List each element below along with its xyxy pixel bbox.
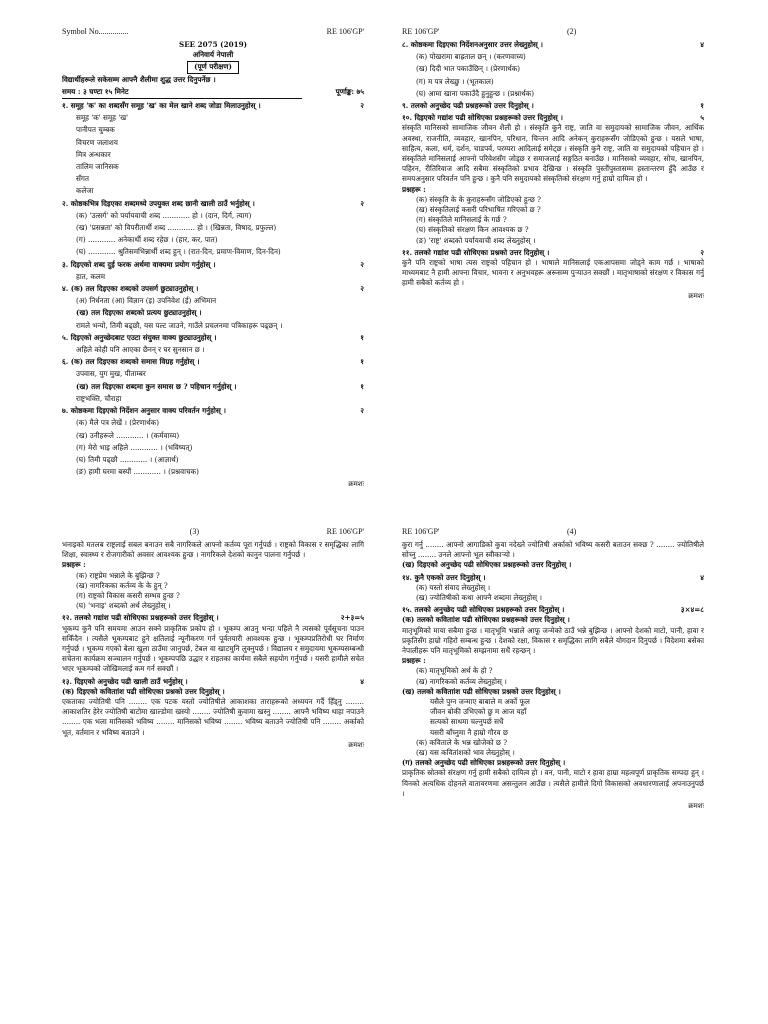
poem-line: यसरी बाँच्नुमा नै हाम्रो गौरव छ [430, 727, 508, 737]
question-line [62, 260, 364, 270]
question-text: १२. तलको गद्यांश पढी सोधिएका प्रश्नहरूको उत्तर दिनुहोस् । [62, 613, 219, 623]
poem [402, 697, 704, 738]
sub-question: (ख) यस कवितांशको भाव लेख्नुहोस् । [416, 748, 515, 758]
question-text: (घ) आमा खाना पकाउँदै हुनुहुन्छ । (प्रश्नार्थक) [416, 88, 535, 98]
question-text: ८. कोष्ठकमा दिइएका निर्देशनअनुसार उत्तर लेख्नुहोस् । [402, 40, 544, 49]
questions-heading: प्रश्नहरू : [402, 656, 426, 666]
question-text: (क) 'उत्सर्ग' को पर्यायवाची शब्द ............ हो । (दान, दिर्ग, त्याग) [76, 210, 252, 220]
sub-question: (घ) 'भनाइ' शब्दको अर्थ लेख्नुहोस् । [76, 601, 171, 611]
passage: संस्कृति मानिसको सामाजिक जीवन शैली हो । संस्कृति कुनै राष्ट्र, जाति वा समुदायको सामाजिक जीवन, आर्थिक अवस्था, राजनीति, व्यवहार, खानपिन, परिधान, चिन्तन आदि अनेकन् कुराहरूसँग जोडिएको हुन्छ । यसले भाषा, साहित्य, कला, धर्म, दर्शन, चाडपर्व, परम्परा आदिलाई समेट्छ । संस्कृति कुनै राष्ट्र, जाति वा समुदायको पहिचान हो । संस्कृतिले मानिसलाई आफ्नो परिवेशसँग जोड्छ र समाजलाई सङ्गठित बनाउँछ । मानिसको व्यवहार, सोच, खानपिन, पहिरन, रीतिरिवाज आदि सबैमा संस्कृतिको प्रभाव देखिन्छ । संस्कृति पुस्तौंपुस्तासम्म हस्तान्तरण हुँदै आउँछ र समयअनुसार परिवर्तन पनि हुन्छ । कुनै पनि समुदायको संस्कृतिको संरक्षण गर्नु हाम्रो दायित्व हो । [402, 123, 704, 184]
question-line [62, 467, 364, 477]
questions-heading: प्रश्नहरू : [62, 560, 86, 570]
question [62, 613, 364, 623]
question-text: अहिले कोही पनि आएका छैनन् र घर सुनसान छ । [76, 345, 205, 355]
page-number: (3) [189, 527, 199, 536]
sub-question: (क) तलको कविताांश पढी सोधिएका प्रश्नहरूको उत्तर दिनुहोस् । [402, 615, 570, 625]
exam-group: (पूर्ण परीक्षण) [187, 61, 239, 73]
question-marks: २ [360, 406, 364, 416]
passage: भनाइको मतलब राष्ट्रलाई सबल बनाउन सबै नागरिकले आफ्नो कर्तव्य पूरा गर्नुपर्छ । राष्ट्रको विकास र समृद्धिका लागि शिक्षा, स्वास्थ्य र रोजगारीको अवसर आवश्यक हुन्छ । नागरिकले देशको कानुन पालना गर्नुपर्छ । [62, 540, 364, 560]
question-line [62, 138, 364, 148]
question-text: (ङ) हामी घरमा बस्यौं ............ । (प्रश्नवाचक) [76, 467, 199, 477]
sub-question-list [402, 738, 704, 758]
question-marks [340, 443, 364, 453]
page-header [402, 26, 704, 38]
question-text: (ख) 'प्रसन्नता' को विपरीतार्थी शब्द ............ हो । (खिन्नता, विषाद, प्रफुल्ल) [76, 223, 277, 233]
question-text: (ख) उनीहरूले ............ । (कर्मवाच्य) [76, 430, 180, 440]
question-marks [340, 308, 364, 318]
question [402, 248, 704, 258]
continued-label: क्रमशः [688, 802, 704, 811]
question-marks [340, 272, 364, 282]
page-3 [62, 526, 364, 1016]
question-marks: २ [360, 284, 364, 294]
question-text: ५. दिइएको अनुच्छेदबाट एउटा संयुक्त वाक्य छुट्याउनुहोस् । [62, 332, 217, 342]
question-marks [680, 52, 704, 62]
question-text: हात, कलम [76, 271, 106, 281]
question-line [402, 52, 704, 62]
passage: मातृभूमिको माया सबैमा हुन्छ । मातृभूमि भन्नाले आफू जन्मेको ठाउँ भन्ने बुझिन्छ । आफ्नो देशको माटो, पानी, हावा र प्रकृतिसँग हाम्रो गहिरो सम्बन्ध हुन्छ । देशको रक्षा, विकास र समृद्धिका लागि सबैले योगदान दिनुपर्छ । विदेशमा बसेका नेपालीहरू पनि मातृभूमिको सम्झनामा सधैं रहन्छन् । [402, 625, 704, 656]
question-marks: ४ [360, 676, 364, 686]
divider [62, 98, 302, 99]
question-line [62, 369, 364, 379]
page-number: (4) [567, 527, 577, 536]
question-marks: १ [360, 381, 364, 391]
page-1 [62, 26, 364, 492]
exam-code: RE 106'GP' [326, 27, 364, 36]
question-marks: ३×४=८ [680, 605, 704, 615]
question-text: ७. कोष्ठकमा दिइएको निर्देशन अनुसार वाक्य परिवर्तन गर्नुहोस् । [62, 406, 226, 416]
question-text: सँगत [76, 174, 90, 184]
sub-question: (घ) संस्कृतिको संरक्षण किन आवश्यक छ ? [416, 225, 529, 235]
question-text: समूह 'क' समूह 'ख' [76, 113, 129, 123]
question-line [62, 199, 364, 209]
question-marks: १ [360, 332, 364, 342]
question-marks [340, 394, 364, 404]
question-text: (क) पोखरामा बाह्रताल छन् । (करणवाच्य) [416, 52, 526, 62]
sub-question: (ग) संस्कृतिले मानिसलाई के गर्छ ? [416, 215, 507, 225]
question-marks [680, 77, 704, 87]
page-2 [402, 26, 704, 492]
option: (क) यस्तो संवाद लेख्नुहोस् । [416, 582, 491, 592]
question-text: १. समूह 'क' का शब्दसँग समूह 'ख' का मेल खाने शब्द जोडा मिलाउनुहोस् । [62, 101, 261, 111]
sub-question: (क) मातृभूमिको अर्थ के हो ? [416, 666, 493, 676]
question-line [62, 223, 364, 233]
sub-question: (क) कविताले के भन्न खोजेको छ ? [416, 737, 508, 747]
question-marks [340, 321, 364, 331]
page-4 [402, 526, 704, 1016]
question-text: (ग) मेरो भाइ अहिले ............ । (भविष्यत्) [76, 442, 193, 452]
question-list [402, 40, 704, 123]
question-line [62, 382, 364, 392]
question-marks [340, 162, 364, 172]
question-marks: २+३=५ [340, 613, 364, 623]
question-marks [340, 467, 364, 477]
sub-question: (ख) तलको कविताांश पढी सोधिएका प्रश्नको उत्तर दिनुहोस् । [402, 686, 561, 696]
sub-question-list [62, 571, 364, 612]
question-text: (क) मैले पत्र लेखें । (प्रेरणार्थक) [76, 418, 160, 428]
question-line [402, 101, 704, 111]
question-marks [680, 89, 704, 99]
question-marks: ४ [700, 572, 704, 582]
sub-question: (क) राष्ट्रप्रेम भन्नाले के बुझिन्छ ? [76, 570, 160, 580]
question-line [402, 64, 704, 74]
page-header [62, 26, 364, 38]
passage: कुरा गर्नु ........ आफ्नो आगाडिको कुवा नदेख्ने ज्योतिषी अर्काको भविष्य कसरी बताउन सक्छ ? ........ ज्योतिषीले सोच्नु ........ उनले आफ्नो भूल स्वीकार्‍यो । [402, 540, 704, 560]
question-line [62, 235, 364, 245]
question-text: (ख) तल दिइएका शब्दमा कुन समास छ ? पहिचान गर्नुहोस् । [76, 381, 237, 391]
question-text: (अ) निर्धनता (आ) विज्ञान (इ) उपनिवेश (ई) अभिमान [76, 296, 217, 306]
page-header [402, 526, 704, 538]
question-line [62, 211, 364, 221]
question-text: (ख) तल दिइएका शब्दको प्रत्यय छुट्याउनुहोस् । [76, 308, 202, 318]
exam-code: RE 106'GP' [402, 27, 440, 36]
question-marks: २ [700, 247, 704, 257]
poem-line: यसैले पुग्न जन्माए बाबाले म अर्को फूल [430, 697, 530, 707]
question-marks [340, 369, 364, 379]
question-line [62, 345, 364, 355]
question-line [62, 321, 364, 331]
questions-heading: प्रश्नहरू : [402, 184, 426, 194]
question-marks [340, 223, 364, 233]
question-marks [340, 125, 364, 135]
question-text: १४. कुनै एकको उत्तर दिनुहोस् । [402, 572, 486, 582]
question-marks: १ [360, 357, 364, 367]
question-text: (घ) ............ श्रुतिसमभिन्नार्थी शब्द हुन् । (रात-दिन, प्रमाण-विमाण, दिन-दिन) [76, 247, 281, 257]
question-text: (ग) म पत्र लेख्छु । (भूतकाल) [416, 76, 494, 86]
question-marks [340, 113, 364, 123]
question-text: पानीपत चुम्बक [76, 125, 115, 135]
question-text: ९. तलको अनुच्छेद पढी प्रश्नहरूको उत्तर दिनुहोस् । [402, 101, 534, 111]
sub-question: (ग) राष्ट्रको विकास कसरी सम्भव हुन्छ ? [76, 591, 180, 601]
question-line [62, 101, 364, 111]
question-marks [340, 431, 364, 441]
question-text: (घ) तिमी पढ्छौ ............ । (आज्ञार्थ) [76, 454, 179, 464]
question-marks [340, 455, 364, 465]
question-line [62, 272, 364, 282]
full-marks: पूर्णाङ्क: ७५ [335, 86, 364, 96]
time-label: समय : ३ घण्टा १५ मिनेट [62, 86, 129, 96]
subject-title: अनिवार्य नेपाली [192, 50, 234, 60]
question-line [402, 113, 704, 123]
question-text: (ग) ............ अनेकार्थी शब्द रहेछ । (हार, कर, पात) [76, 235, 218, 245]
question-marks [340, 247, 364, 257]
question-text: १३. दिइएको अनुच्छेद पढी खाली ठाउँ भर्नुहोस् । [62, 676, 188, 686]
question-line [62, 333, 364, 343]
passage: एकताका ज्योतिषी पनि ........ एक पटक यस्तो ज्योतिषीले आकाशका ताराहरूको अध्ययन गर्दै हिँड्नु ........ आकाशतिर हेरेर ज्योतिषी बाटोमा खाल्डोमा खस्यो ........ ज्योतिषी कुवामा खस्नु ........ आफ्नै भविष्य थाहा नपाउने ........ एक भला मानिसको भविष्य ........ मानिसको भविष्य ........ भविष्य बताउने ज्योतिषी पनि ........ अर्काको भूत, वर्तमान र भविष्य बताउने । [62, 697, 364, 737]
exam-year: SEE 2075 (2019) [179, 40, 247, 49]
question-marks [340, 345, 364, 355]
page-number: (2) [567, 27, 577, 36]
question-marks [340, 418, 364, 428]
question-line [62, 418, 364, 428]
sub-question-list [402, 666, 704, 686]
question-marks: २ [360, 198, 364, 208]
question-marks [340, 186, 364, 196]
option: (ख) ज्योतिषीको कथा आफ्नै शब्दमा लेख्नुहोस् । [416, 593, 543, 603]
question-marks [340, 150, 364, 160]
sub-question: (ङ) 'राष्ट्र' शब्दको पर्यायवाची शब्द लेख्नुहोस् । [416, 235, 536, 245]
sub-question: (ख) संस्कृतिलाई कसरी परिभाषित गरिएको छ ? [416, 205, 541, 215]
sub-question: (ख) दिइएको अनुच्छेद पढी सोधिएका प्रश्नहरूको उत्तर दिनुहोस् । [402, 560, 572, 570]
question-marks: ४ [700, 40, 704, 49]
question-marks [340, 211, 364, 221]
question-line [62, 357, 364, 367]
question-line [62, 247, 364, 257]
question [402, 605, 704, 615]
question-text: मित्र अन्धकार [76, 149, 111, 159]
sub-question: (क) संस्कृति के के कुराहरूसँग जोडिएको हुन्छ ? [416, 194, 541, 204]
question-line [62, 308, 364, 318]
time-marks-row [62, 87, 364, 97]
question-line [62, 125, 364, 135]
question-text: २. कोष्ठकभित्र दिइएका शब्दमध्ये उपयुक्त शब्द छानी खाली ठाउँ भर्नुहोस् । [62, 198, 255, 208]
question-line [62, 394, 364, 404]
question-text: १५. तलको अनुच्छेद पढी सोधिएका प्रश्नहरूको उत्तर दिनुहोस् । [402, 605, 565, 615]
question-marks [340, 296, 364, 306]
question [62, 677, 364, 687]
page-header [62, 526, 364, 538]
question-text: विचरण जलाशय [76, 137, 118, 147]
question-text: ११. तलको गद्यांश पढी सोधिएका प्रश्नको उत्तर दिनुहोस् । [402, 247, 550, 257]
question-list [62, 101, 364, 477]
question-text: (ख) दिदी भात पकाउँछिन् । (प्रेरणार्थक) [416, 64, 521, 74]
question-marks [680, 64, 704, 74]
symbol-number: Symbol No............... [62, 27, 129, 36]
question-line [402, 77, 704, 87]
question-line [402, 40, 704, 50]
question-line [62, 113, 364, 123]
question-marks [340, 138, 364, 148]
question-line [62, 174, 364, 184]
question [402, 573, 704, 583]
question-line [62, 162, 364, 172]
poem-line: जीवन बोकी उभिएको छु म आज यहाँ [430, 707, 527, 717]
exam-code: RE 106'GP' [402, 527, 440, 536]
sub-question-list [402, 195, 704, 246]
question-text: १०. दिइएको गद्यांश पढी सोधिएका प्रश्नहरूको उत्तर दिनुहोस् । [402, 113, 563, 123]
question-line [62, 431, 364, 441]
question-text: ४. (क) तल दिइएका शब्दको उपसर्ग छुट्याउनुहोस् । [62, 284, 199, 294]
question-marks: २ [360, 259, 364, 269]
passage: कुनै पनि राष्ट्रको भाषा त्यस राष्ट्रको पहिचान हो । भाषाले मानिसलाई एकआपसमा जोड्ने काम गर्छ । भाषाको माध्यमबाट नै हामी आफ्ना विचार, भावना र अनुभवहरू अरूसम्म पुर्‍याउन सक्छौं । मातृभाषाको संरक्षण र विकास गर्नु हामी सबैको कर्तव्य हो । [402, 258, 704, 288]
question-marks [340, 235, 364, 245]
passage: प्राकृतिक स्रोतको संरक्षण गर्नु हामी सबैको दायित्व हो । वन, पानी, माटो र हावा हाम्रा महत्वपूर्ण प्राकृतिक सम्पदा हुन् । यिनको अत्यधिक दोहनले वातावरणमा असन्तुलन आउँछ । त्यसैले हामीले दिगो विकासको अवधारणालाई अपनाउनुपर्छ । [402, 768, 704, 798]
question-marks [340, 174, 364, 184]
question-marks: १ [700, 101, 704, 111]
question-line [62, 443, 364, 453]
question-line [62, 296, 364, 306]
question-text: राष्ट्रभक्ति, चौराहा [76, 393, 122, 403]
question-text: रामले भन्यो, तिमी बढ्छौ, यस पल्ट जाउने, गाउँले प्रचलनमा पत्रिकाहरू पढ्छन् । [76, 320, 283, 330]
sub-question: (क) दिइएको कविताांश पढी सोधिएका प्रश्नको उत्तर दिनुहोस् । [62, 686, 225, 696]
question-line [62, 455, 364, 465]
question-line [62, 406, 364, 416]
question-text: उपवास, युग मुख, पीताम्बर [76, 369, 146, 379]
poem-line: सत्यको साथमा चल्नुपर्छ सधैं [430, 717, 504, 727]
continued-label: क्रमशः [688, 291, 704, 300]
question-text: कलेजा [76, 186, 94, 196]
continued-label: क्रमशः [348, 480, 364, 489]
instruction: विद्यार्थीहरूले सकेसम्म आफ्नै शैलीमा शुद्ध उत्तर दिनुपर्नेछ । [62, 74, 216, 84]
sub-question: (ख) नागरिकका कर्तव्य के के हुन् ? [76, 580, 168, 590]
question-line [62, 186, 364, 196]
question-text: ३. दिइएको शब्द दुई फरक अर्थमा वाक्यमा प्रयोग गर्नुहोस् । [62, 259, 216, 269]
passage: भूकम्प कुनै पनि समयमा आउन सक्ने प्राकृतिक प्रकोप हो । भूकम्प आउनु भन्दा पहिले नै त्यसको पूर्वसूचना पाउन सकिँदैन । त्यसैले भूकम्पबाट हुने क्षतिलाई न्यूनीकरण गर्न पूर्वतयारी आवश्यक हुन्छ । भूकम्पप्रतिरोधी घर निर्माण गर्नुपर्छ । भूकम्प गएको बेला खुला ठाउँमा जानुपर्छ, टेबल वा खाटमुनि लुक्नुपर्छ । विद्यालय र समुदायमा भूकम्पसम्बन्धी सचेतना कार्यक्रम सञ्चालन गर्नुपर्छ । भूकम्पपछि उद्धार र राहतका कार्यमा सबैले सहयोग गर्नुपर्छ । यसरी हामीले सचेत भएर भूकम्पको जोखिमलाई कम गर्न सक्छौं । [62, 623, 364, 674]
sub-question: (ख) नागरिकको कर्तव्य लेख्नुहोस् । [416, 676, 507, 686]
question-text: तालिम जानिसक [76, 162, 119, 172]
question-line [62, 284, 364, 294]
question-line [62, 150, 364, 160]
sub-question: (ग) तलको अनुच्छेद पढी सोधिएका प्रश्नहरूको उत्तर दिनुहोस् । [402, 758, 566, 768]
question-marks: ५ [700, 113, 704, 123]
question-marks: २ [360, 101, 364, 111]
exam-code: RE 106'GP' [326, 527, 364, 536]
question-line [402, 89, 704, 99]
question-text: ६. (क) तल दिइएका शब्दको समास विग्रह गर्नुहोस् । [62, 357, 200, 367]
continued-label: क्रमशः [348, 740, 364, 749]
